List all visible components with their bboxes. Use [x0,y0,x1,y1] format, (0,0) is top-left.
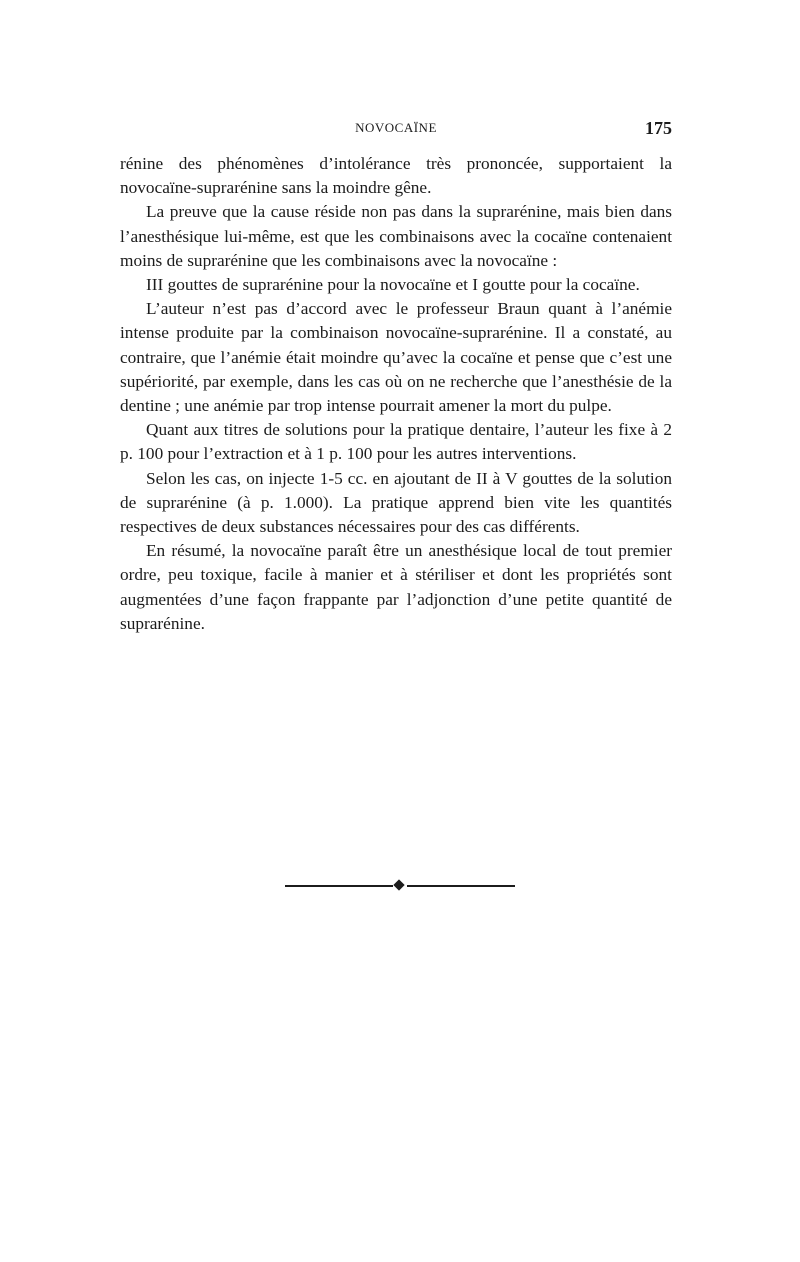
end-ornament [285,880,515,892]
paragraph-1: rénine des phénomènes d’intolérance très prononcée, supportaient la novocaïne-suprarénine sans la moindre gêne. [120,154,672,198]
book-page [120,118,672,636]
body-text [120,152,672,636]
ornament-rule-right [407,885,515,887]
running-head [120,118,672,144]
running-title: NOVOCAÏNE [355,120,437,135]
paragraph-2: La preuve que la cause réside non pas dans la suprarénine, mais bien dans l’anesthésique lui-même, est que les combinaisons avec la cocaïne contenaient moins de suprarénine que les combinaisons avec la novocaïne : [120,202,672,270]
paragraph-5: Quant aux titres de solutions pour la pratique dentaire, l’auteur les fixe à 2 p. 100 pour l’extraction et à 1 p. 100 pour les autres interventions. [120,420,672,464]
paragraph-7: En résumé, la novocaïne paraît être un anesthésique local de tout premier ordre, peu toxique, facile à manier et à stériliser et dont les propriétés sont augmentées d’une façon frappante par l’adjonction d’une petite quantité de suprarénine. [120,541,672,633]
page-number: 175 [645,118,672,138]
paragraph-6: Selon les cas, on injecte 1-5 cc. en ajoutant de II à V gouttes de la solution de suprarénine (à p. 1.000). La pratique apprend bien vite les quantités respectives de deux substances nécessaires pour des cas différents. [120,468,672,537]
paragraph-3: III gouttes de suprarénine pour la novocaïne et I goutte pour la cocaïne. [146,275,640,295]
ornament-rule-left [285,885,393,887]
diamond-icon [393,879,404,890]
paragraph-4: L’auteur n’est pas d’accord avec le professeur Braun quant à l’anémie intense produite par la combinaison novocaïne-suprarénine. Il a constaté, au contraire, que l’anémie était moindre qu’avec la cocaïne et pense que c’est une supériorité, par exemple, dans les cas où on ne recherche que l’anesthésie de la dentine ; une anémie par trop intense pourrait amener la mort du pulpe. [120,299,672,416]
